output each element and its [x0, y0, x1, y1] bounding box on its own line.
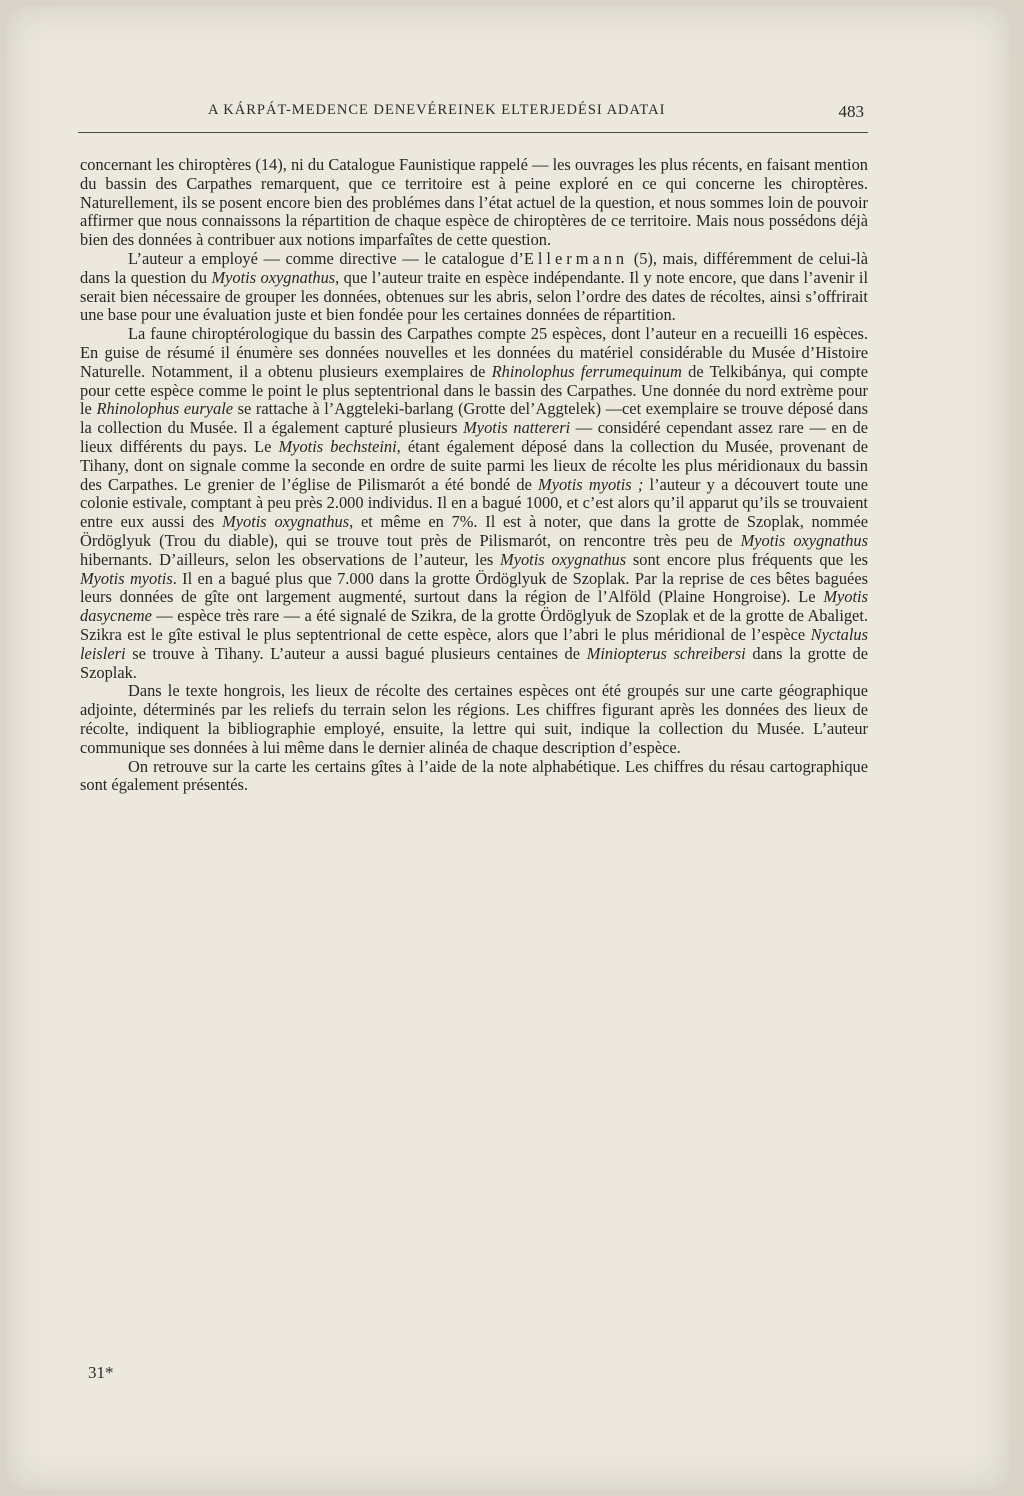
text-run: On retrouve sur la carte les certains gîtes à l’aide de la note alphabétique. Les chiffres du résau cartographique sont également présentés. — [80, 756, 868, 795]
species-name: Myotis oxygnathus — [500, 549, 627, 569]
species-name: Myotis oxygnathus — [222, 512, 350, 532]
page — [6, 6, 1010, 1490]
species-name: Rhinolophus euryale — [96, 399, 234, 419]
page-number: 483 — [838, 102, 864, 121]
text-run: , étant également déposé dans la collection du Musée, provenant de Tihany, dont on signale comme la seconde en ordre de suite parmi les lieux de récolte les plus méridionaux du bassin des Carpathes. Le grenier de l’église de Pilismarót a été bondé de — [80, 436, 868, 494]
text-run: . Il en a bagué plus que 7.000 dans la grotte Ördöglyuk de Szoplak. Par la reprise de ces bêtes baguées leurs données de gîte ont largement augmenté, surtout dans la région de l’Alföld (Plaine Hongroise). Le — [80, 568, 868, 607]
species-name: Myotis myotis — [80, 568, 173, 588]
text-run: L’auteur a employé — comme directive — le catalogue d’ — [128, 248, 524, 268]
species-name: Myotis oxygnathus — [211, 267, 336, 287]
printer-signature: 31* — [88, 1363, 114, 1382]
species-name: Miniopterus schreibersi — [586, 643, 746, 663]
species-name: Myotis myotis ; — [538, 474, 644, 494]
text-run: — espèce très rare — a été signalé de Szikra, de la grotte Ördöglyuk de Szoplak et de la grotte de Abaliget. Szikra est le gîte estival le plus septentrional de cette espèce, alors que l’abri le plus méridional de l’espèce — [80, 606, 868, 644]
text-run: La faune chiroptérologique du bassin des Carpathes compte 25 espèces, dont l’auteur en a recueilli 16 espèces. En guise de résumé il énumère ses données nouvelles et les données du matériel considérable du Musée d’Histoire Naturelle. Notamment, il a obtenu plusieurs exemplaires de — [80, 324, 868, 381]
paragraph — [80, 758, 868, 796]
text-run: sont encore plus fréquents que les — [626, 549, 869, 569]
text-run: , et même en 7%. Il est à noter, que dans la grotte de Szoplak, nommée Ördöglyuk (Trou du diable), qui se trouve tout près de Pilismarót, on rencontre très peu de — [80, 512, 868, 550]
text-run: , que l’auteur traite en espèce indépendante. Il y note encore, que dans l’avenir il serait bien nécessaire de grouper les données, obtenues sur les abris, selon l’ordre des dates de récoltes, ainsi s’offrirait une base pour une évaluation juste et bien fondée pour les certaines données de répartition. — [80, 267, 868, 325]
species-name: Myotis nattereri — [463, 418, 571, 438]
species-name: Myotis bechsteini — [278, 436, 397, 456]
species-name: Nyctalus leisleri — [80, 624, 868, 663]
text-run: se rattache à l’Aggteleki-barlang (Grotte del’Aggtelek) —cet exemplaire se trouve déposé dans la collection du Musée. Il a également capturé plusieurs — [80, 399, 868, 438]
text-run: concernant les chiroptères (14), ni du Catalogue Faunistique rappelé — les ouvrages les plus récents, en faisant mention du bassin des Carpathes remarquent, que ce territoire est à peine exploré en ce qui concerne les chiroptères. Naturellement, ils se posent encore bien des problémes dans l’état actuel de la question, et nous sommes loin de pouvoir affirmer que nous connaissons la répartition de chaque espèce de chiroptères de ce territoire. Mais nous possédons déjà bien des données à contribuer aux notions imparfaîtes de cette question. — [80, 155, 868, 250]
body-text — [80, 156, 868, 795]
text-run: l’auteur y a découvert toute une colonie estivale, comptant à peu près 2.000 individus. Il en a bagué 1000, et c’est alors qu’il apparut qu’ils se trouvaient entre eux aussi des — [80, 474, 868, 532]
author-name: Ellermann — [523, 248, 629, 268]
paragraph — [80, 156, 868, 250]
text-run: hibernants. D’ailleurs, selon les observations de l’auteur, les — [80, 549, 501, 569]
paragraph — [80, 682, 868, 757]
text-run: de Telkibánya, qui compte pour cette espèce comme le point le plus septentrional dans le bassin des Carpathes. Une donnée du nord extrème pour le — [80, 361, 869, 419]
species-name: Myotis dasycneme — [80, 587, 868, 626]
text-run: se trouve à Tihany. L’auteur a aussi bagué plusieurs centaines de — [125, 643, 587, 663]
paragraph — [80, 325, 868, 682]
text-run: Dans le texte hongrois, les lieux de récolte des certaines espèces ont été groupés sur une carte géographique adjointe, déterminés par les reliefs du terrain selon les régions. Les chiffres figurant après les données des lieux de récolte, indiquent la bibliographie employé, ensuite, la lettre qui suit, indique la collection du Musée. L’auteur communique ses données à lui même dans le dernier alinéa de chaque description d’espèce. — [80, 681, 868, 757]
text-run: dans la grotte de Szoplak. — [80, 643, 868, 682]
species-name: Rhinolophus ferrumequinum — [491, 361, 682, 381]
running-header — [78, 98, 868, 133]
text-run: — considéré cependant assez rare — en de lieux différents du pays. Le — [80, 418, 868, 456]
paragraph — [80, 250, 868, 325]
text-run: (5), mais, différemment de celui-là dans la question du — [80, 248, 868, 287]
species-name: Myotis oxygnathus — [740, 530, 868, 550]
running-title: A KÁRPÁT-MEDENCE DENEVÉREINEK ELTERJEDÉSI ADATAI — [208, 102, 666, 118]
